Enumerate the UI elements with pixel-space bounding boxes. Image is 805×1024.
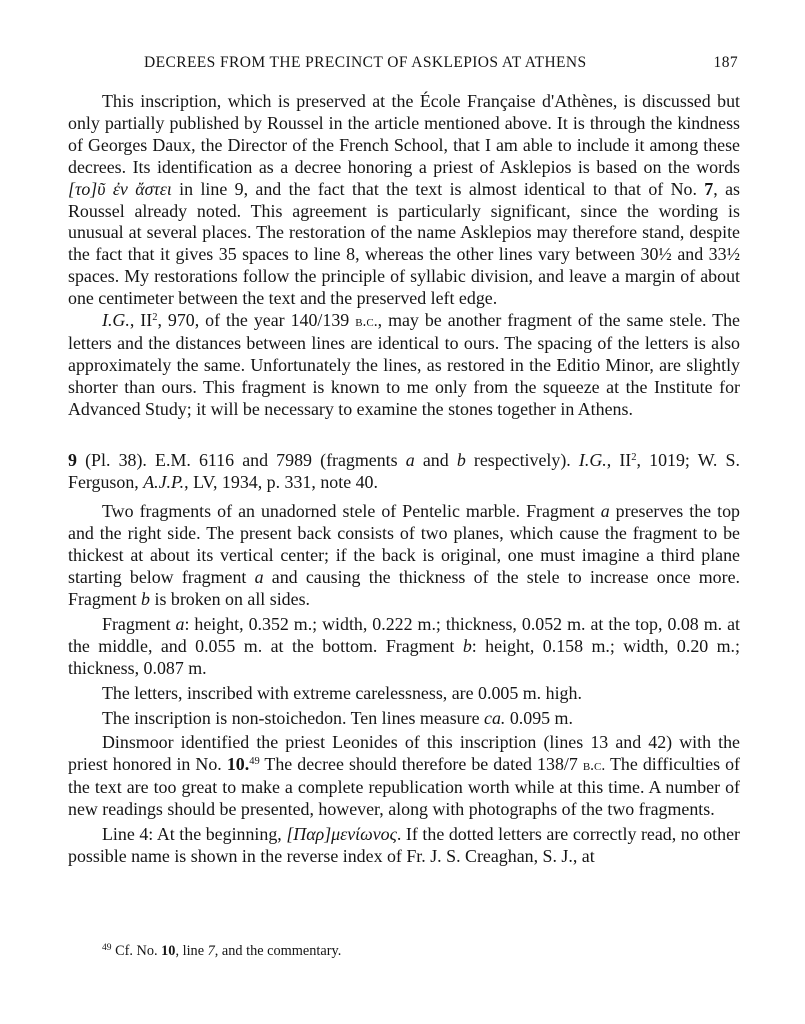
running-header — [68, 54, 740, 76]
paragraph-stele-description: Two fragments of an unadorned stele of Pentelic marble. Fragment a preserves the top and the right side. The present back consists of two planes, which cause the fragment to be thickest at about its vertical center; if the back is original, one must imagine a third plane starting below fragment a and causing the thickness of the stele to increase once more. Fragment b is broken on all sides. — [68, 501, 740, 610]
paragraph-inscription-intro: This inscription, which is preserved at the École Française d'Athènes, is discussed but only partially published by Roussel in the article mentioned above. It is through the kindness of Georges Daux, the Director of the French School, that I am able to include it among these decrees. Its identification as a decree honoring a priest of Asklepios is based on the words [το]ῦ ἐν ἄστει in line 9, and the fact that the text is almost identical to that of No. 7, as Roussel already noted. This agreement is particularly significant, since the wording is unusual at several places. The restoration of the name Asklepios may therefore stand, despite the fact that it gives 35 spaces to line 8, whereas the other lines vary between 30½ and 33½ spaces. My restorations follow the principle of syllabic division, and leave a margin of about one centimeter between the text and the preserved left edge. — [68, 91, 740, 309]
greek-phrase: [το]ῦ ἐν ἄστει — [68, 178, 172, 199]
paragraph-stoichedon: The inscription is non-stoichedon. Ten lines measure ca. 0.095 m. — [102, 707, 573, 728]
footnote-49: $^{49}$ Cf. No. 10, line 7, and the commentary. — [102, 943, 342, 959]
paragraph-dimensions: Fragment a: height, 0.352 m.; width, 0.222 m.; thickness, 0.052 m. at the top, 0.08 m. at the middle, and 0.055 m. at the bottom. Fragment b: height, 0.158 m.; width, 0.20 m.; thickness, 0.087 m. — [68, 613, 740, 678]
body-text — [68, 91, 740, 868]
decree-number-ref: 10. — [226, 754, 250, 775]
page-number: 187 — [713, 54, 738, 71]
paragraph-dinsmoor: Dinsmoor identified the priest Leonides of this inscription (lines 13 and 42) with the priest honored in No. 10.49 The decree should therefore be dated 138/7 b.c. The difficulties of the text are too great to make a complete republication worth while at this time. A number of new readings should be presented, however, along with photographs of the two fragments. — [68, 732, 740, 820]
paragraph-letter-height: The letters, inscribed with extreme carelessness, are 0.005 m. high. — [102, 682, 582, 703]
greek-name: [Παρ]μενίωνος — [286, 824, 397, 845]
footnote-ref: 49 — [249, 756, 260, 768]
entry-number: 9 — [68, 449, 77, 470]
paragraph-line-4: Line 4: At the beginning, [Παρ]μενίωνος. If the dotted letters are correctly read, no other possible name is shown in the reverse index of Fr. J. S. Creaghan, S. J., at — [68, 824, 741, 866]
decree-number-ref: 7 — [704, 178, 714, 199]
bc-marker: b.c. — [355, 313, 378, 331]
paragraph-ig-970: I.G., $II^2$, 970, of the year 140/139 b.c., may be another fragment of the same stele. The letters and the distances between lines are identical to ours. The spacing of the letters is also approximately the same. Unfortunately the lines, as restored in the Editio Minor, are slightly shorter than ours. This fragment is known to me only from the squeeze at the Institute for Advanced Study; it will be necessary to examine the stones together in Athens. — [68, 310, 740, 419]
ig-abbrev: I.G. — [578, 449, 607, 470]
running-title: DECREES FROM THE PRECINCT OF ASKLEPIOS AT ATHENS — [144, 54, 587, 71]
bc-marker: b.c. — [582, 757, 606, 775]
entry-heading-9: 9 (Pl. 38). E.M. 6116 and 7989 (fragments a and b respectively). I.G., $II^2$, 1019; W. S. Ferguson, A.J.P., LV, 1934, p. 331, note 40. — [68, 449, 740, 492]
ig-abbrev: I.G. — [102, 310, 130, 331]
journal-abbrev: A.J.P. — [143, 471, 185, 492]
